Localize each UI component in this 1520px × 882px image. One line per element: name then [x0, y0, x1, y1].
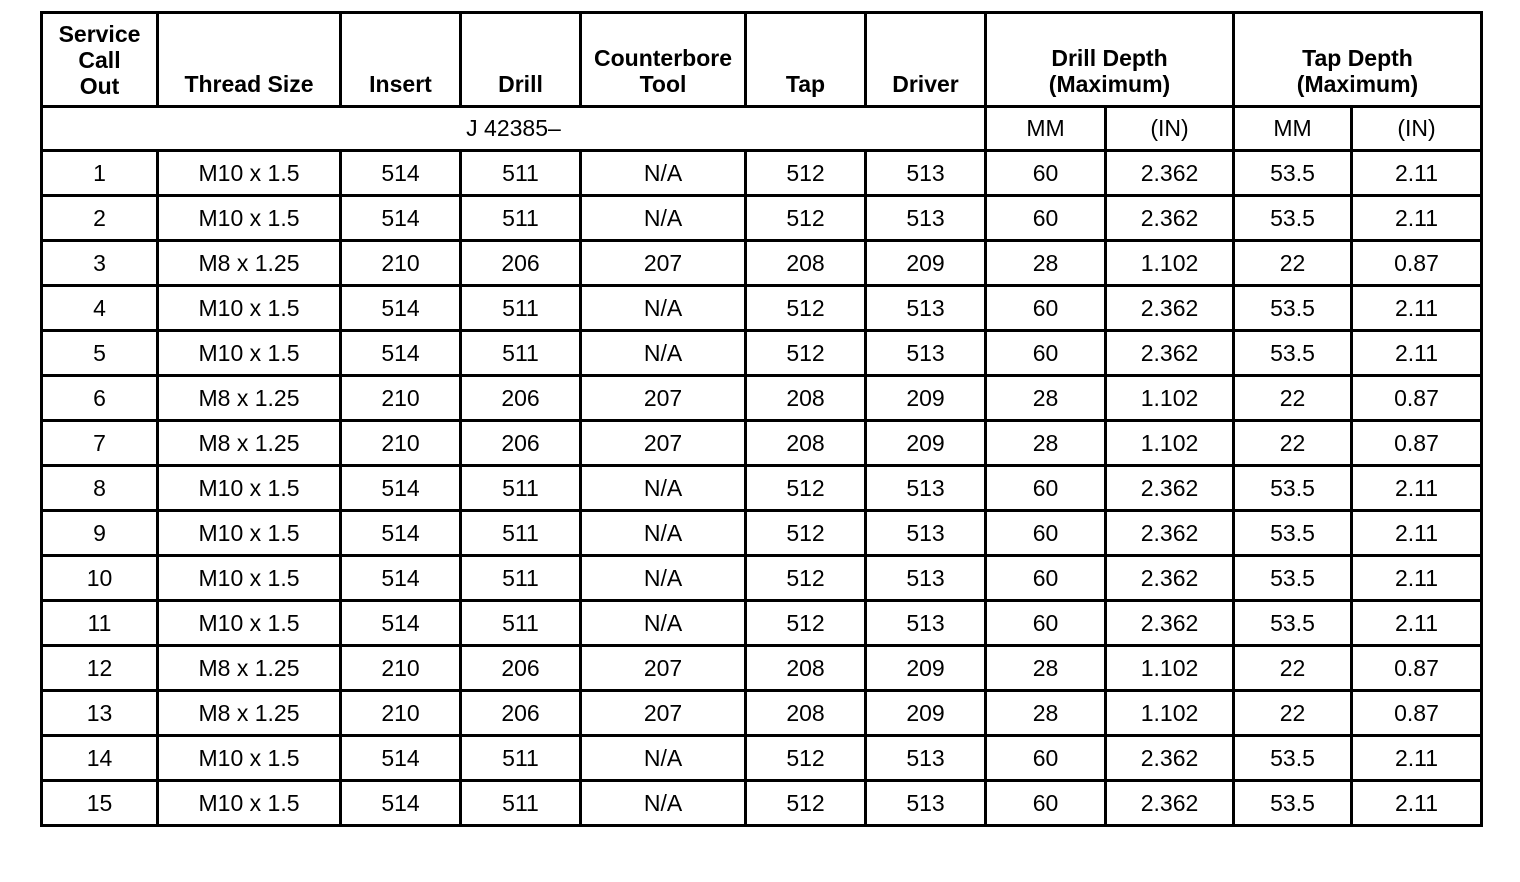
cell-tap-depth-mm: 53.5: [1234, 556, 1352, 601]
header-driver: Driver: [866, 13, 986, 107]
cell-tap: 512: [746, 556, 866, 601]
cell-drill-depth-mm: 28: [986, 376, 1106, 421]
cell-driver: 513: [866, 601, 986, 646]
cell-drill: 206: [461, 376, 581, 421]
cell-service-call-out: 12: [42, 646, 158, 691]
cell-thread-size: M8 x 1.25: [158, 376, 341, 421]
cell-thread-size: M10 x 1.5: [158, 466, 341, 511]
cell-tap-depth-in: 2.11: [1352, 601, 1482, 646]
cell-thread-size: M10 x 1.5: [158, 196, 341, 241]
cell-insert: 210: [341, 421, 461, 466]
cell-drill-depth-mm: 28: [986, 421, 1106, 466]
cell-thread-size: M10 x 1.5: [158, 781, 341, 826]
cell-thread-size: M10 x 1.5: [158, 331, 341, 376]
cell-drill-depth-in: 2.362: [1106, 781, 1234, 826]
cell-service-call-out: 6: [42, 376, 158, 421]
cell-tap-depth-mm: 22: [1234, 241, 1352, 286]
cell-drill-depth-in: 1.102: [1106, 376, 1234, 421]
cell-thread-size: M8 x 1.25: [158, 646, 341, 691]
table-row: [42, 421, 1482, 466]
cell-insert: 514: [341, 151, 461, 196]
table-row: [42, 151, 1482, 196]
cell-tap: 512: [746, 466, 866, 511]
cell-drill-depth-in: 2.362: [1106, 331, 1234, 376]
cell-tap-depth-mm: 53.5: [1234, 601, 1352, 646]
cell-driver: 209: [866, 376, 986, 421]
cell-service-call-out: 1: [42, 151, 158, 196]
cell-drill-depth-in: 2.362: [1106, 466, 1234, 511]
header-insert: Insert: [341, 13, 461, 107]
cell-tap-depth-in: 0.87: [1352, 241, 1482, 286]
cell-drill: 511: [461, 736, 581, 781]
cell-drill: 206: [461, 691, 581, 736]
cell-tap: 512: [746, 601, 866, 646]
cell-tap: 512: [746, 196, 866, 241]
cell-counterbore-tool: 207: [581, 691, 746, 736]
cell-tap: 512: [746, 781, 866, 826]
table-row: [42, 241, 1482, 286]
header-counterbore-tool: [581, 13, 746, 107]
cell-drill: 511: [461, 601, 581, 646]
cell-driver: 513: [866, 331, 986, 376]
table-row: [42, 781, 1482, 826]
cell-thread-size: M8 x 1.25: [158, 421, 341, 466]
header-drill: Drill: [461, 13, 581, 107]
kit-prefix: J 42385–: [42, 107, 986, 151]
header-drill-depth: [986, 13, 1234, 107]
header-counterbore-tool-line-1: Counterbore: [594, 45, 732, 71]
cell-counterbore-tool: 207: [581, 421, 746, 466]
cell-insert: 514: [341, 511, 461, 556]
cell-counterbore-tool: N/A: [581, 601, 746, 646]
cell-driver: 513: [866, 736, 986, 781]
cell-tap-depth-mm: 22: [1234, 691, 1352, 736]
cell-counterbore-tool: N/A: [581, 511, 746, 556]
cell-counterbore-tool: N/A: [581, 331, 746, 376]
cell-tap-depth-mm: 22: [1234, 376, 1352, 421]
cell-service-call-out: 11: [42, 601, 158, 646]
cell-drill-depth-in: 1.102: [1106, 691, 1234, 736]
cell-insert: 210: [341, 241, 461, 286]
cell-drill-depth-mm: 60: [986, 331, 1106, 376]
cell-drill: 511: [461, 781, 581, 826]
cell-drill-depth-mm: 60: [986, 736, 1106, 781]
cell-tap: 208: [746, 241, 866, 286]
header-service-call-out-line-1: Service: [58, 20, 141, 47]
cell-drill: 206: [461, 421, 581, 466]
header-drill-depth-line-2: (Maximum): [1048, 71, 1171, 97]
cell-drill-depth-in: 1.102: [1106, 421, 1234, 466]
cell-driver: 513: [866, 511, 986, 556]
header-tap-depth-line-2: (Maximum): [1296, 71, 1419, 97]
cell-tap-depth-mm: 53.5: [1234, 736, 1352, 781]
cell-tap-depth-in: 2.11: [1352, 466, 1482, 511]
cell-drill-depth-in: 2.362: [1106, 556, 1234, 601]
cell-service-call-out: 2: [42, 196, 158, 241]
cell-thread-size: M10 x 1.5: [158, 736, 341, 781]
cell-drill-depth-mm: 60: [986, 556, 1106, 601]
cell-drill: 511: [461, 331, 581, 376]
table-row: [42, 691, 1482, 736]
cell-insert: 514: [341, 736, 461, 781]
cell-driver: 209: [866, 241, 986, 286]
cell-tap: 208: [746, 421, 866, 466]
cell-counterbore-tool: N/A: [581, 196, 746, 241]
cell-drill-depth-in: 2.362: [1106, 601, 1234, 646]
table-row: [42, 331, 1482, 376]
drill-depth-mm-unit: MM: [986, 107, 1106, 151]
cell-driver: 209: [866, 646, 986, 691]
cell-tap-depth-mm: 53.5: [1234, 286, 1352, 331]
cell-driver: 513: [866, 151, 986, 196]
cell-drill: 511: [461, 286, 581, 331]
cell-insert: 210: [341, 691, 461, 736]
cell-thread-size: M10 x 1.5: [158, 556, 341, 601]
cell-drill: 511: [461, 196, 581, 241]
cell-tap-depth-mm: 53.5: [1234, 466, 1352, 511]
cell-tap-depth-mm: 53.5: [1234, 781, 1352, 826]
cell-insert: 514: [341, 556, 461, 601]
cell-drill: 511: [461, 556, 581, 601]
header-drill-depth-line-1: Drill Depth: [1051, 45, 1168, 71]
header-service-call-out: [42, 13, 158, 107]
table-row: [42, 646, 1482, 691]
cell-thread-size: M10 x 1.5: [158, 286, 341, 331]
drill-depth-in-unit: (IN): [1106, 107, 1234, 151]
header-tap: Tap: [746, 13, 866, 107]
table-row: [42, 736, 1482, 781]
cell-tap: 208: [746, 646, 866, 691]
cell-counterbore-tool: N/A: [581, 286, 746, 331]
table-row: [42, 601, 1482, 646]
cell-tap-depth-in: 0.87: [1352, 691, 1482, 736]
cell-thread-size: M8 x 1.25: [158, 241, 341, 286]
cell-thread-size: M10 x 1.5: [158, 511, 341, 556]
cell-drill-depth-in: 2.362: [1106, 736, 1234, 781]
cell-drill: 206: [461, 241, 581, 286]
cell-tap: 208: [746, 691, 866, 736]
cell-thread-size: M10 x 1.5: [158, 151, 341, 196]
cell-counterbore-tool: N/A: [581, 781, 746, 826]
table-row: [42, 556, 1482, 601]
table-row: [42, 511, 1482, 556]
cell-tap: 512: [746, 286, 866, 331]
cell-service-call-out: 4: [42, 286, 158, 331]
cell-drill-depth-mm: 28: [986, 241, 1106, 286]
cell-service-call-out: 13: [42, 691, 158, 736]
cell-tap-depth-in: 0.87: [1352, 421, 1482, 466]
cell-insert: 210: [341, 376, 461, 421]
tap-depth-mm-unit: MM: [1234, 107, 1352, 151]
cell-counterbore-tool: 207: [581, 376, 746, 421]
cell-tap-depth-in: 0.87: [1352, 646, 1482, 691]
cell-driver: 513: [866, 286, 986, 331]
cell-counterbore-tool: N/A: [581, 466, 746, 511]
cell-counterbore-tool: N/A: [581, 736, 746, 781]
cell-tap: 512: [746, 331, 866, 376]
cell-counterbore-tool: N/A: [581, 556, 746, 601]
cell-tap-depth-mm: 53.5: [1234, 331, 1352, 376]
cell-drill-depth-mm: 60: [986, 781, 1106, 826]
cell-thread-size: M8 x 1.25: [158, 691, 341, 736]
cell-tap-depth-in: 2.11: [1352, 331, 1482, 376]
header-row: [42, 13, 1482, 107]
cell-drill: 511: [461, 511, 581, 556]
cell-tap-depth-in: 2.11: [1352, 781, 1482, 826]
cell-insert: 514: [341, 196, 461, 241]
table-row: [42, 286, 1482, 331]
header-tap-depth-line-1: Tap Depth: [1302, 45, 1413, 71]
cell-insert: 514: [341, 331, 461, 376]
table-body: [42, 151, 1482, 826]
cell-counterbore-tool: N/A: [581, 151, 746, 196]
cell-counterbore-tool: 207: [581, 646, 746, 691]
cell-tap-depth-mm: 53.5: [1234, 511, 1352, 556]
cell-driver: 209: [866, 421, 986, 466]
cell-drill-depth-mm: 60: [986, 151, 1106, 196]
table-row: [42, 466, 1482, 511]
cell-tap: 512: [746, 736, 866, 781]
cell-drill: 206: [461, 646, 581, 691]
cell-tap-depth-in: 2.11: [1352, 511, 1482, 556]
cell-driver: 209: [866, 691, 986, 736]
cell-service-call-out: 8: [42, 466, 158, 511]
cell-tap-depth-in: 2.11: [1352, 286, 1482, 331]
cell-drill-depth-mm: 28: [986, 691, 1106, 736]
cell-drill-depth-in: 2.362: [1106, 151, 1234, 196]
cell-service-call-out: 15: [42, 781, 158, 826]
cell-drill: 511: [461, 466, 581, 511]
cell-insert: 514: [341, 466, 461, 511]
cell-tap-depth-in: 2.11: [1352, 556, 1482, 601]
cell-driver: 513: [866, 781, 986, 826]
cell-drill-depth-in: 2.362: [1106, 511, 1234, 556]
cell-drill-depth-mm: 28: [986, 646, 1106, 691]
cell-tap-depth-in: 2.11: [1352, 196, 1482, 241]
cell-insert: 514: [341, 286, 461, 331]
cell-drill-depth-mm: 60: [986, 196, 1106, 241]
cell-tap-depth-mm: 22: [1234, 646, 1352, 691]
cell-drill-depth-mm: 60: [986, 286, 1106, 331]
cell-tap-depth-in: 2.11: [1352, 151, 1482, 196]
cell-counterbore-tool: 207: [581, 241, 746, 286]
cell-thread-size: M10 x 1.5: [158, 601, 341, 646]
cell-tap: 512: [746, 511, 866, 556]
cell-insert: 514: [341, 601, 461, 646]
cell-drill: 511: [461, 151, 581, 196]
header-service-call-out-line-3: Out: [79, 72, 120, 99]
header-tap-depth: [1234, 13, 1482, 107]
cell-driver: 513: [866, 556, 986, 601]
header-thread-size: Thread Size: [158, 13, 341, 107]
cell-drill-depth-in: 2.362: [1106, 286, 1234, 331]
cell-service-call-out: 9: [42, 511, 158, 556]
cell-tap: 208: [746, 376, 866, 421]
header-service-call-out-line-2: Call: [78, 46, 121, 73]
cell-tap-depth-mm: 22: [1234, 421, 1352, 466]
table-row: [42, 376, 1482, 421]
cell-service-call-out: 3: [42, 241, 158, 286]
cell-tap-depth-in: 2.11: [1352, 736, 1482, 781]
cell-insert: 210: [341, 646, 461, 691]
cell-service-call-out: 10: [42, 556, 158, 601]
cell-tap-depth-in: 0.87: [1352, 376, 1482, 421]
cell-tap-depth-mm: 53.5: [1234, 196, 1352, 241]
cell-service-call-out: 5: [42, 331, 158, 376]
tool-specification-sheet: [40, 11, 1480, 827]
cell-tap-depth-mm: 53.5: [1234, 151, 1352, 196]
table-row: [42, 196, 1482, 241]
cell-drill-depth-mm: 60: [986, 601, 1106, 646]
cell-drill-depth-in: 1.102: [1106, 241, 1234, 286]
cell-service-call-out: 7: [42, 421, 158, 466]
cell-drill-depth-mm: 60: [986, 511, 1106, 556]
subheader-row: [42, 107, 1482, 151]
tap-depth-in-unit: (IN): [1352, 107, 1482, 151]
cell-driver: 513: [866, 196, 986, 241]
cell-driver: 513: [866, 466, 986, 511]
cell-service-call-out: 14: [42, 736, 158, 781]
cell-tap: 512: [746, 151, 866, 196]
tool-specification-table: [40, 11, 1483, 827]
cell-drill-depth-in: 1.102: [1106, 646, 1234, 691]
cell-drill-depth-in: 2.362: [1106, 196, 1234, 241]
cell-drill-depth-mm: 60: [986, 466, 1106, 511]
header-counterbore-tool-line-2: Tool: [639, 71, 687, 97]
cell-insert: 514: [341, 781, 461, 826]
